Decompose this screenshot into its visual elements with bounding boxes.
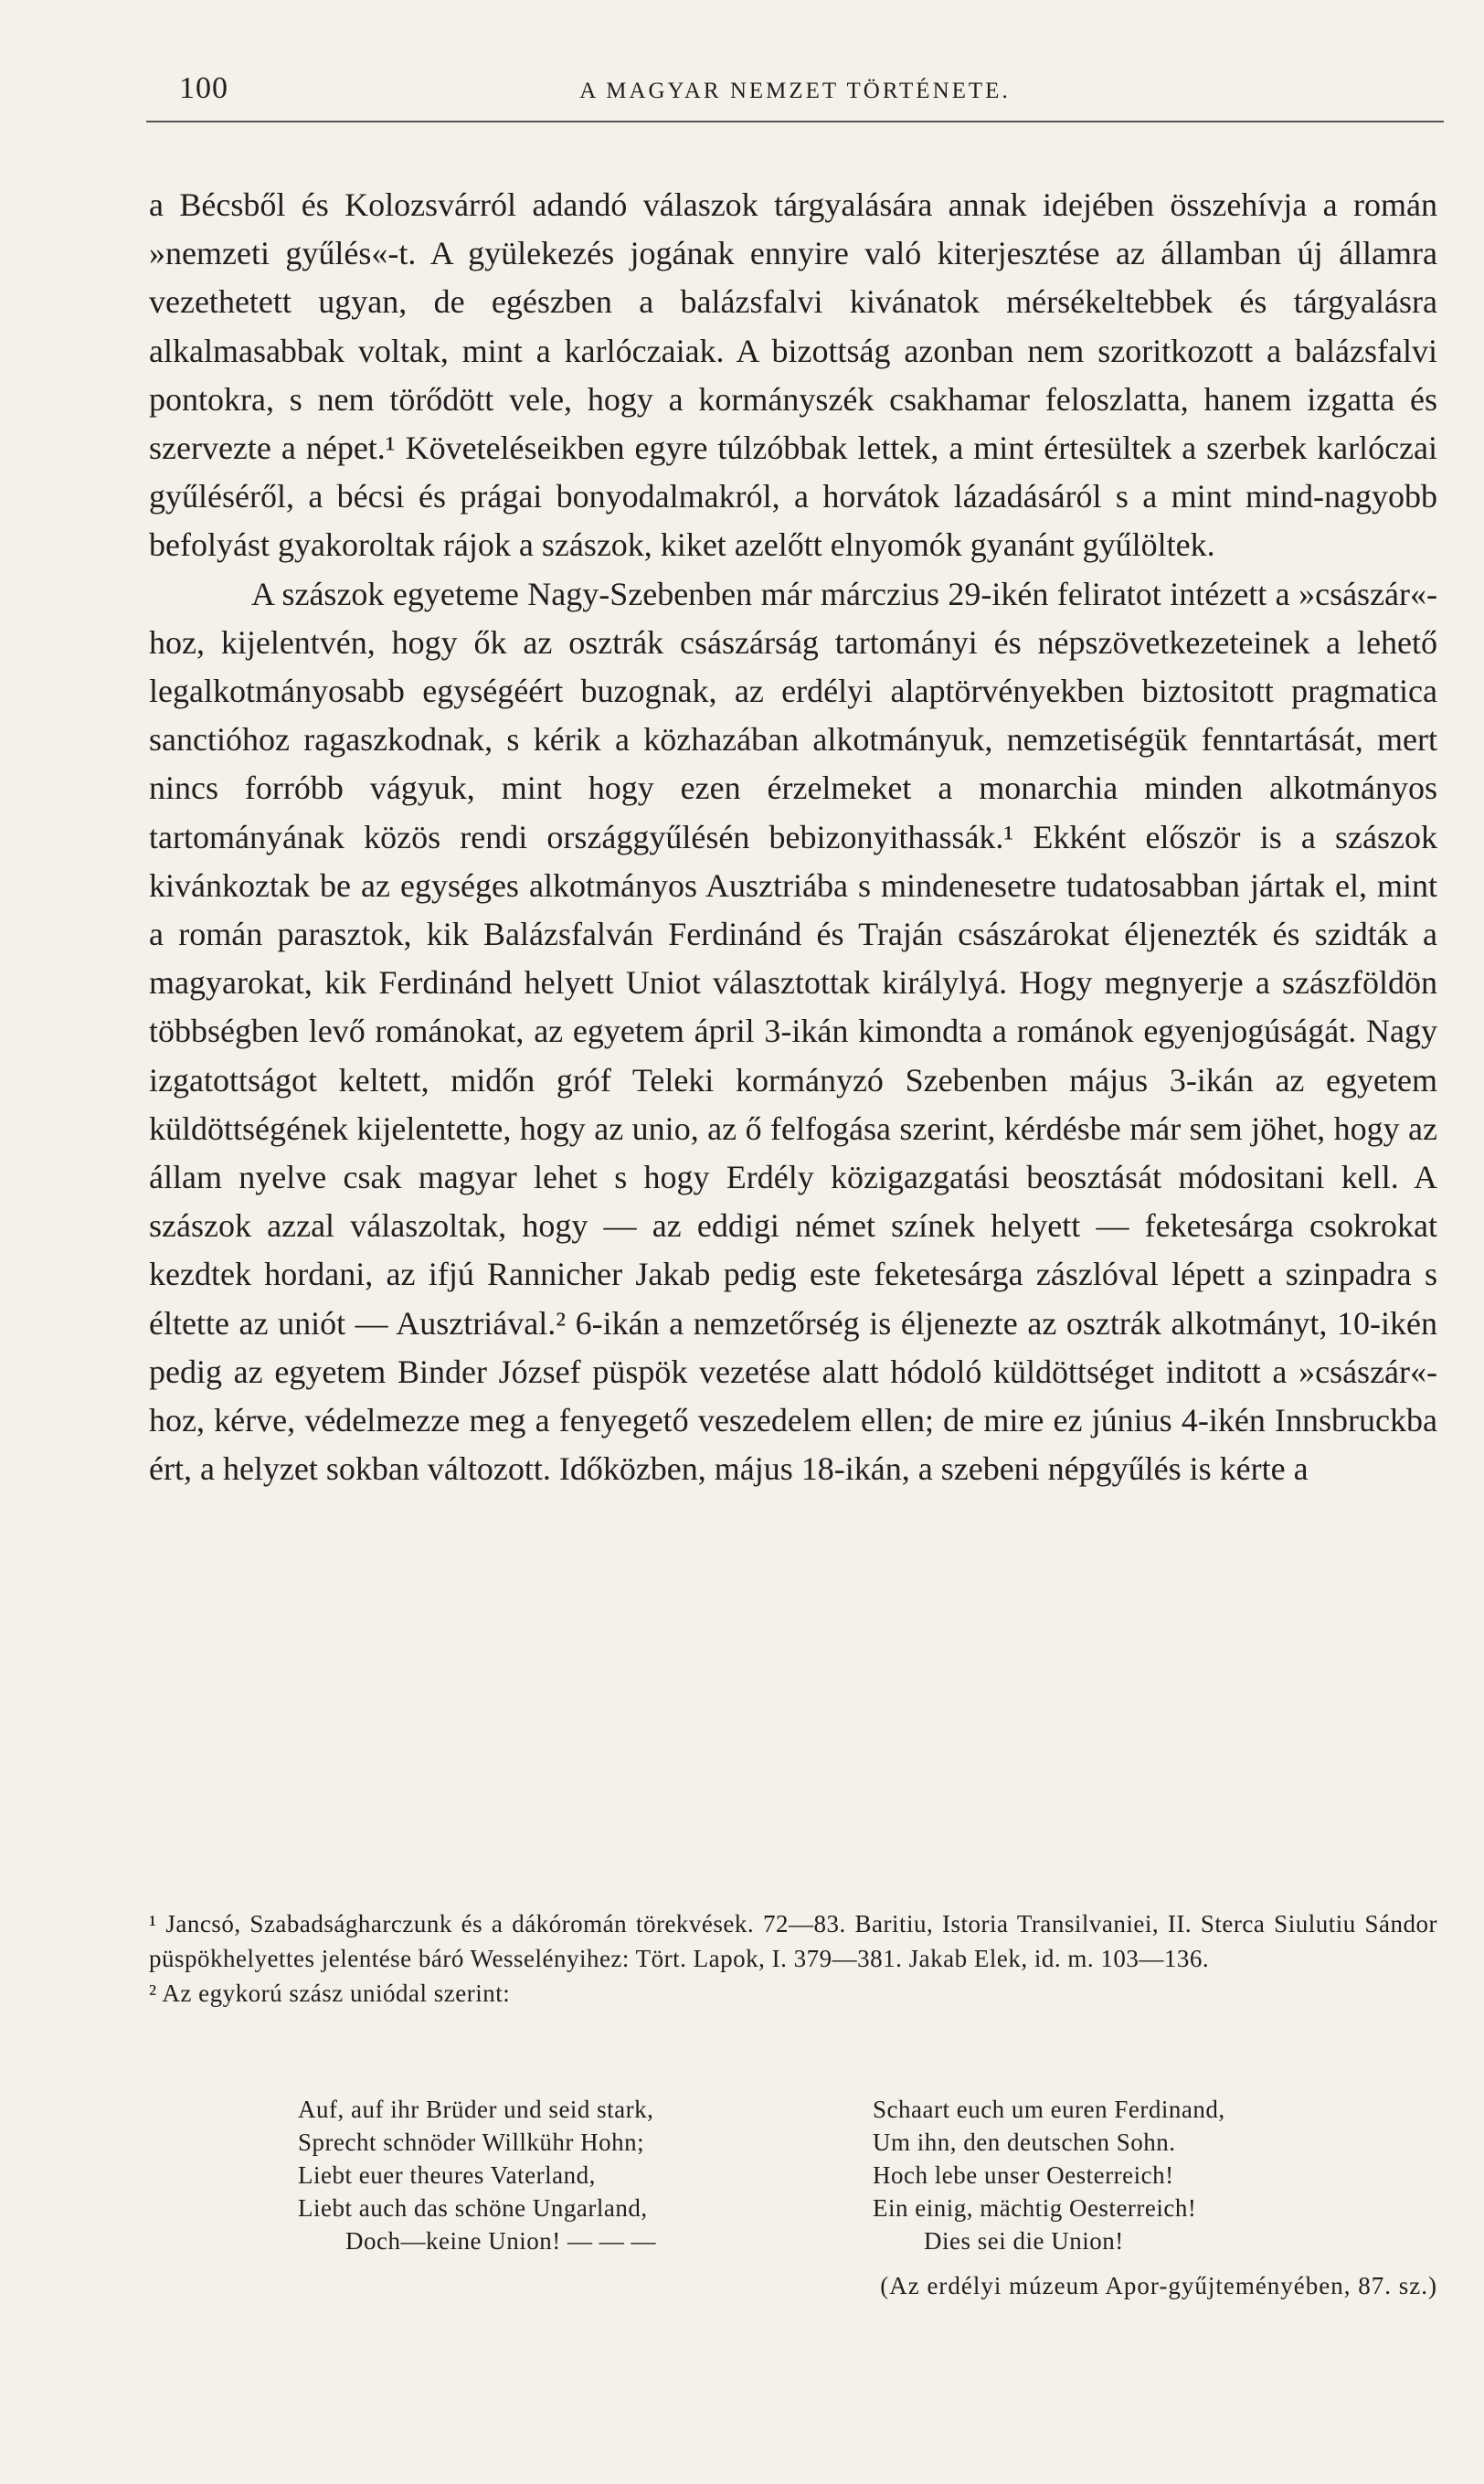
page-number: 100 xyxy=(179,71,228,105)
poem-line: Um ihn, den deutschen Sohn. xyxy=(873,2128,1176,2156)
poem-source: (Az erdélyi múzeum Apor-gyűjteményében, 87. sz.) xyxy=(880,2272,1437,2299)
poem-line: Liebt euer theures Vaterland, xyxy=(298,2161,596,2189)
poem-line: Sprecht schnöder Willkühr Hohn; xyxy=(298,2128,645,2156)
footnote: ¹ Jancsó, Szabadságharczunk és a dákóromán törekvések. 72—83. Baritiu, Istoria Transilvaniei, II. Sterca Siulutiu Sándor püspökhelyettes jelentése báró Wesselényihez: Tört. Lapok, I. 379—381. Jakab Elek, id. m. 103—136. xyxy=(149,1910,1437,1972)
poem-line: Liebt auch das schöne Ungarland, xyxy=(298,2194,648,2222)
header-rule xyxy=(146,121,1444,122)
paragraph: a Bécsből és Kolozsvárról adandó válaszok tárgyalására annak idejében összehívja a román »nemzeti gyűlés«-t. A gyülekezés jogának ennyire való kiterjesztése az államban új államra vezethetett ugyan, de egészben a balázsfalvi kivánatok mérsékeltebbek és tárgyalásra alkalmasabbak voltak, mint a karlóczaiak. A bizottság azonban nem szoritkozott a balázsfalvi pontokra, s nem törődött vele, hogy a kormányszék csakhamar feloszlatta, hanem izgatta és szervezte a népet.¹ Követeléseikben egyre túlzóbbak lettek, a mint értesültek a szerbek karlóczai gyűléséről, a bécsi és prágai bonyodalmakról, a horvátok lázadásáról s a mint mind-nagyobb befolyást gyakoroltak rájok a szászok, kiket azelőtt elnyomók gyanánt gyűlöltek. xyxy=(149,186,1437,564)
poem-line: Dies sei die Union! xyxy=(924,2227,1124,2255)
footnotes xyxy=(149,1906,1437,2011)
paragraph: A szászok egyeteme Nagy-Szebenben már márczius 29-ikén feliratot intézett a »császár«-hoz, kijelentvén, hogy ők az osztrák császárság tartományi és népszövetkezeteinek a lehető legalkotmányosabb egységéért buzognak, az erdélyi alaptörvényekben biztositott pragmatica sanctióhoz ragaszkodnak, s kérik a közhazában alkotmányuk, nemzetiségük fenntartását, mert nincs forróbb vágyuk, mint hogy ezen érzelmeket a monarchia minden alkotmányos tartományának közös rendi országgyűlésén bebizonyithassák.¹ Ekként először is a szászok kivánkoztak be az egységes alkotmányos Ausztriába s mindenesetre tudatosabban jártak el, mint a román parasztok, kik Balázsfalván Ferdinánd és Traján császárokat éljenezték és szidták a magyarokat, kik Ferdinánd helyett Uniot választottak királylyá. Hogy megnyerje a szászföldön többségben levő románokat, az egyetem ápril 3-ikán kimondta a románok egyenjogúságát. Nagy izgatottságot keltett, midőn gróf Teleki kormányzó Szebenben május 3-ikán az egyetem küldöttségének kijelentette, hogy az unio, az ő felfogása szerint, kérdésbe már sem jöhet, hogy az állam nyelve csak magyar lehet s hogy Erdély közigazgatási beosztását módositani kell. A szászok azzal válaszoltak, hogy — az eddigi német színek helyett — feketesárga csokrokat kezdtek hordani, az ifjú Rannicher Jakab pedig este feketesárga zászlóval lépett a szinpadra s éltette az uniót — Ausztriával.² 6-ikán a nemzetőrség is éljenezte az osztrák alkotmányt, 10-ikén pedig az egyetem Binder József püspök vezetése alatt hódoló küldöttséget inditott a »császár«-hoz, kérve, védelmezze meg a fenyegető veszedelem ellen; de mire ez június 4-ikén Innsbruckba ért, a helyzet sokban változott. Időközben, május 18-ikán, a szebeni népgyűlés is kérte a xyxy=(149,575,1437,1488)
poem-column-left xyxy=(298,2093,828,2257)
poem-line: Auf, auf ihr Brüder und seid stark, xyxy=(298,2096,654,2123)
poem-line: Schaart euch um euren Ferdinand, xyxy=(873,2096,1225,2123)
poem-line: Doch—keine Union! — — — xyxy=(345,2227,656,2255)
running-title: A MAGYAR NEMZET TÖRTÉNETE. xyxy=(579,79,1011,103)
body-text xyxy=(149,181,1437,1493)
poem-column-right xyxy=(873,2093,1458,2257)
footnote: ² Az egykorú szász uniódal szerint: xyxy=(149,1980,511,2007)
poem-line: Ein einig, mächtig Oesterreich! xyxy=(873,2194,1197,2222)
page-header xyxy=(146,71,1444,108)
poem-line: Hoch lebe unser Oesterreich! xyxy=(873,2161,1174,2189)
